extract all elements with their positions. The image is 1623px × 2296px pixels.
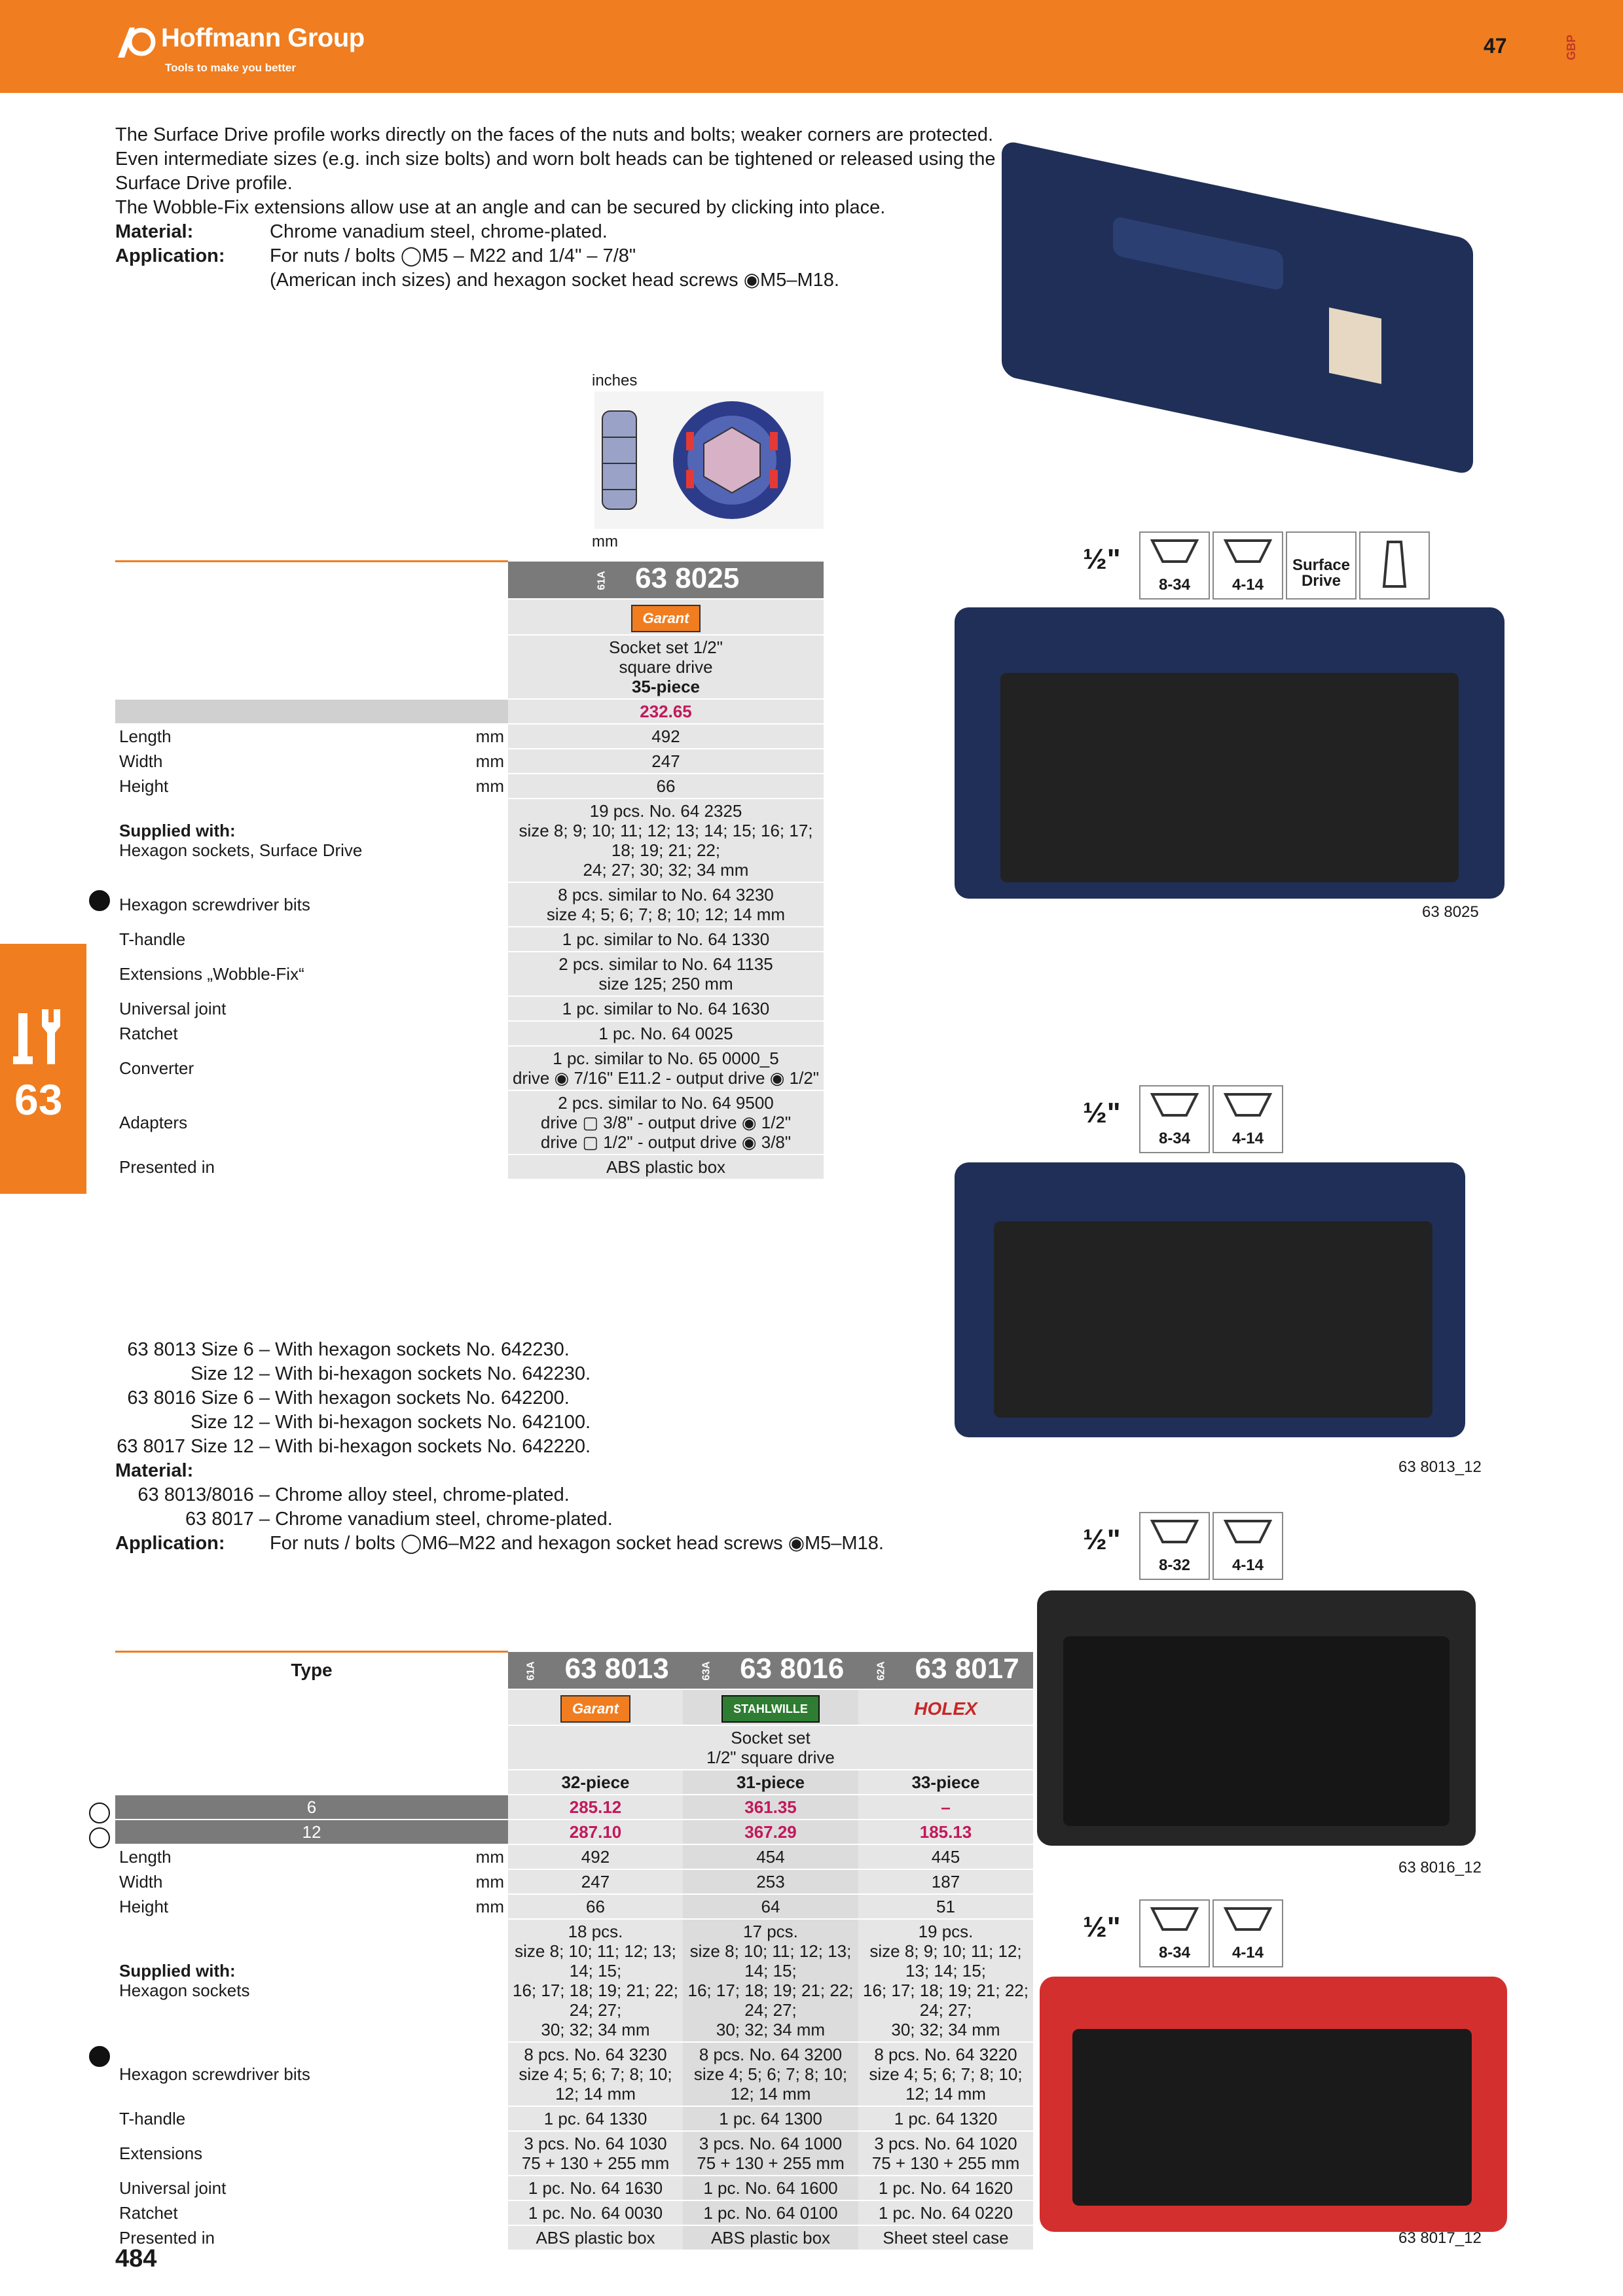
tools-chapter-icon	[13, 1007, 68, 1066]
row-value: 3 pcs. No. 64 1020	[874, 2133, 1017, 2153]
icon-label: 8-34	[1158, 576, 1191, 594]
nut-size-bullet-icon	[89, 1827, 110, 1848]
row-value: 18 pcs.	[568, 1921, 623, 1941]
drive-size: ½"	[1083, 1524, 1121, 1556]
row-label: Adapters	[115, 1090, 508, 1155]
code-tag: 61A	[525, 1661, 537, 1681]
icon-label: 4-14	[1231, 576, 1264, 594]
material-label: Material:	[115, 221, 194, 242]
row-value: 16; 17; 18; 19; 21; 22; 24; 27;	[863, 1980, 1029, 2020]
row-value: 66	[508, 1894, 683, 1919]
price: –	[858, 1795, 1033, 1820]
surface-drive-icon	[1286, 531, 1357, 600]
spec-table-638025	[115, 560, 824, 1180]
row-value: size 8; 9; 10; 11; 12; 13; 14; 15; 16; 17; 18; 19; 21; 22;	[519, 820, 813, 860]
row-value: 24; 27; 30; 32; 34 mm	[583, 859, 749, 880]
row-value: 30; 32; 34 mm	[716, 2019, 826, 2039]
piece-count: 33-piece	[858, 1770, 1033, 1795]
row-value: 8 pcs. No. 64 3230	[524, 2044, 667, 2064]
note-value: Chrome alloy steel, chrome-plated.	[275, 1484, 570, 1505]
row-value: 12; 14 mm	[905, 2083, 986, 2104]
row-value: 1 pc. similar to No. 65 0000_5	[553, 1048, 779, 1068]
spec-table-variants	[115, 1651, 1033, 2251]
row-label: Universal joint	[115, 996, 508, 1021]
icon-label: 8-34	[1158, 1944, 1191, 1962]
socket-profile-icon	[594, 391, 824, 529]
row-value: 75 + 130 + 255 mm	[871, 2153, 1020, 2173]
row-value: size 4; 5; 6; 7; 8; 10; 12; 14 mm	[693, 2064, 848, 2104]
row-value: size 4; 5; 6; 7; 8; 10;	[869, 2064, 1023, 2084]
row-value: 1 pc. No. 64 0220	[858, 2200, 1033, 2225]
product-desc: square drive	[619, 656, 713, 677]
closed-case-image	[1002, 139, 1473, 475]
row-label: Extensions	[115, 2131, 508, 2176]
row-value: size 4; 5; 6; 7; 8; 10; 12; 14 mm	[546, 904, 786, 924]
row-value: 64	[683, 1894, 858, 1919]
row-label: Width	[115, 749, 331, 774]
row-value: size 4; 5; 6; 7; 8; 10; 12; 14 mm	[519, 2064, 672, 2104]
article-number: 63 8025	[635, 562, 740, 595]
note-value: With hexagon sockets No. 642230.	[275, 1339, 570, 1360]
row-value: 187	[858, 1869, 1033, 1894]
row-value: 247	[508, 749, 824, 774]
row-value: 75 + 130 + 255 mm	[697, 2153, 845, 2173]
material-value: Chrome vanadium steel, chrome-plated.	[270, 221, 608, 242]
row-value: size 8; 10; 11; 12; 13; 14; 15;	[515, 1941, 676, 1981]
row-value: 30; 32; 34 mm	[891, 2019, 1000, 2039]
note-value: With hexagon sockets No. 642200.	[275, 1388, 570, 1408]
intro-line: The Wobble-Fix extensions allow use at an angle and can be secured by clicking into place.	[115, 197, 886, 218]
price: 185.13	[858, 1820, 1033, 1844]
note-key: 63 8013/8016 –	[137, 1484, 270, 1505]
size-label: 12	[115, 1820, 508, 1844]
row-value: size 125; 250 mm	[598, 973, 733, 994]
product-desc: Socket set	[731, 1727, 811, 1748]
price: 232.65	[508, 699, 824, 724]
product-desc: 1/2" square drive	[706, 1747, 835, 1767]
row-value: 1 pc. 64 1300	[683, 2106, 858, 2131]
row-label: Height	[115, 774, 331, 798]
set-638016-image	[1037, 1590, 1476, 1846]
row-value: 75 + 130 + 255 mm	[521, 2153, 670, 2173]
row-unit: mm	[331, 774, 508, 798]
application-value: For nuts / bolts ◯M6–M22 and hexagon socket head screws ◉M5–M18.	[270, 1533, 884, 1554]
row-value: 1 pc. No. 64 1620	[858, 2176, 1033, 2200]
article-number-header	[683, 1652, 858, 1689]
row-label: Universal joint	[115, 2176, 508, 2200]
row-value: 1 pc. 64 1330	[508, 2106, 683, 2131]
price: 287.10	[508, 1820, 683, 1844]
row-value: ABS plastic box	[508, 2225, 683, 2250]
page-number: 484	[115, 2245, 157, 2272]
article-number: 63 8017	[915, 1653, 1019, 1685]
icon-label: 4-14	[1231, 1944, 1264, 1962]
hex-profile-icon	[1213, 1085, 1283, 1153]
row-label: Hexagon screwdriver bits	[115, 2042, 508, 2106]
intro-line: Surface Drive profile.	[115, 173, 293, 194]
note-key: 63 8017 Size 12 –	[117, 1436, 270, 1457]
article-number-header	[508, 1652, 683, 1689]
image-caption: 63 8016_12	[1398, 1859, 1482, 1876]
row-value: 19 pcs. No. 64 2325	[589, 800, 742, 821]
note-value: Chrome vanadium steel, chrome-plated.	[275, 1509, 613, 1530]
set-638025-image	[955, 607, 1504, 899]
bi-hex-profile-icon	[1139, 1512, 1210, 1580]
row-value: 16; 17; 18; 19; 21; 22; 24; 27;	[513, 1980, 678, 2020]
set-638017-image	[1040, 1977, 1507, 2232]
piece-count: 35-piece	[631, 676, 701, 696]
row-label: T-handle	[115, 2106, 508, 2131]
price: 367.29	[683, 1820, 858, 1844]
row-value: 66	[508, 774, 824, 798]
row-value: 30; 32; 34 mm	[541, 2019, 650, 2039]
row-unit: mm	[331, 1894, 508, 1919]
chapter-number: 63	[14, 1075, 63, 1124]
hex-socket-bullet-icon	[89, 2046, 110, 2067]
article-number: 63 8013	[564, 1653, 669, 1685]
catalog-page-number: 47	[1484, 34, 1507, 58]
row-value: size 8; 10; 11; 12; 13; 14; 15;	[689, 1941, 852, 1981]
hex-profile-icon	[1213, 1899, 1283, 1967]
row-sublabel: Hexagon sockets, Surface Drive	[119, 840, 363, 860]
application-value: For nuts / bolts ◯M5 – M22 and 1/4" – 7/8"	[270, 245, 636, 266]
row-value: 1 pc. No. 64 0100	[683, 2200, 858, 2225]
diagram-label-mm: mm	[592, 533, 618, 550]
piece-count: 32-piece	[508, 1770, 683, 1795]
row-value: 247	[508, 1869, 683, 1894]
row-value: 1 pc. No. 64 0025	[508, 1021, 824, 1046]
row-label: Length	[115, 724, 331, 749]
note-key: Size 12 –	[191, 1412, 270, 1433]
row-value: 253	[683, 1869, 858, 1894]
diagram-label-inches: inches	[592, 372, 638, 389]
code-tag: 62A	[875, 1661, 887, 1681]
row-value: 1 pc. No. 64 1630	[508, 2176, 683, 2200]
row-label: Hexagon screwdriver bits	[115, 882, 508, 927]
row-sublabel: Hexagon sockets	[119, 1980, 250, 2000]
row-value: drive ◉ 7/16" E11.2 - output drive ◉ 1/2"	[512, 1067, 820, 1088]
application-value: (American inch sizes) and hexagon socket head screws ◉M5–M18.	[270, 270, 839, 291]
application-label: Application:	[115, 1533, 225, 1554]
row-unit: mm	[331, 1869, 508, 1894]
chapter-tab	[0, 944, 86, 1194]
note-value: With bi-hexagon sockets No. 642230.	[275, 1363, 591, 1384]
note-key: 63 8017 –	[185, 1509, 270, 1530]
icon-label: 4-14	[1231, 1556, 1264, 1574]
product-desc: Socket set 1/2"	[609, 637, 723, 657]
price: 361.35	[683, 1795, 858, 1820]
surface-drive-diagram	[589, 372, 825, 548]
row-unit: mm	[331, 1844, 508, 1869]
bi-hex-profile-icon	[1139, 1899, 1210, 1967]
row-value: ABS plastic box	[683, 2225, 858, 2250]
row-value: 17 pcs.	[743, 1921, 798, 1941]
row-value: 1 pc. No. 64 0030	[508, 2200, 683, 2225]
row-value: 3 pcs. No. 64 1000	[699, 2133, 843, 2153]
intro-line: The Surface Drive profile works directly on the faces of the nuts and bolts; weaker corners are protected.	[115, 124, 994, 145]
row-value: 1 pc. similar to No. 64 1630	[508, 996, 824, 1021]
row-label: Ratchet	[115, 1021, 508, 1046]
row-label: T-handle	[115, 927, 508, 952]
intro-text	[115, 123, 1006, 293]
hex-socket-bullet-icon	[89, 890, 110, 911]
article-number: 63 8016	[740, 1653, 845, 1685]
icon-label: 4-14	[1231, 1130, 1264, 1147]
set-638013-image	[955, 1162, 1465, 1437]
row-label: Supplied with:	[119, 820, 236, 840]
icon-label: 8-34	[1158, 1130, 1191, 1147]
row-value: 445	[858, 1844, 1033, 1869]
row-unit: mm	[331, 749, 508, 774]
piece-count: 31-piece	[683, 1770, 858, 1795]
article-number-header	[508, 562, 824, 599]
type-label: Type	[115, 1652, 508, 1689]
row-value: 51	[858, 1894, 1033, 1919]
row-value: drive ▢ 1/2" - output drive ◉ 3/8"	[540, 1132, 792, 1152]
hex-profile-icon	[1213, 1512, 1283, 1580]
row-value: size 8; 9; 10; 11; 12; 13; 14; 15;	[869, 1941, 1022, 1981]
region-code: GBP	[1565, 34, 1578, 60]
note-key: 63 8016 Size 6 –	[127, 1388, 270, 1408]
row-label: Converter	[115, 1046, 508, 1090]
size-label: 6	[115, 1795, 508, 1820]
brand-tagline: Tools to make you better	[165, 62, 296, 74]
drive-size: ½"	[1083, 1911, 1121, 1943]
price: 285.12	[508, 1795, 683, 1820]
row-value: 8 pcs. No. 64 3200	[699, 2044, 843, 2064]
hoffmann-logo-icon	[115, 22, 157, 59]
row-label: Presented in	[115, 2225, 508, 2250]
row-label: Ratchet	[115, 2200, 508, 2225]
row-label: Presented in	[115, 1155, 508, 1179]
row-value: 492	[508, 1844, 683, 1869]
drive-size: ½"	[1083, 1097, 1121, 1129]
hex-profile-icon	[1213, 531, 1283, 600]
note-value: With bi-hexagon sockets No. 642100.	[275, 1412, 591, 1433]
row-label: Width	[115, 1869, 331, 1894]
code-tag: 63A	[701, 1661, 712, 1681]
garant-logo: Garant	[631, 605, 701, 632]
nut-size-bullet-icon	[89, 1803, 110, 1823]
variant-notes	[115, 1338, 966, 1556]
article-number-header	[858, 1652, 1033, 1689]
row-value: 2 pcs. similar to No. 64 9500	[558, 1092, 774, 1113]
holex-logo: HOLEX	[914, 1698, 977, 1719]
brand-name: Hoffmann Group	[161, 24, 365, 52]
intro-line: Even intermediate sizes (e.g. inch size bolts) and worn bolt heads can be tightened or released using the	[115, 149, 996, 170]
row-value: 1 pc. similar to No. 64 1330	[508, 927, 824, 952]
material-label: Material:	[115, 1460, 194, 1481]
wobble-fix-icon	[1359, 531, 1430, 600]
row-value: 8 pcs. similar to No. 64 3230	[558, 884, 774, 905]
row-value: 8 pcs. No. 64 3220	[874, 2044, 1017, 2064]
row-value: 454	[683, 1844, 858, 1869]
row-value: 2 pcs. similar to No. 64 1135	[558, 954, 773, 974]
note-key: Size 12 –	[191, 1363, 270, 1384]
image-caption: 63 8025	[1422, 903, 1479, 921]
row-value: ABS plastic box	[508, 1155, 824, 1179]
drive-size: ½"	[1083, 543, 1121, 575]
row-value: Sheet steel case	[858, 2225, 1033, 2250]
application-label: Application:	[115, 245, 225, 266]
bi-hex-profile-icon	[1139, 1085, 1210, 1153]
garant-logo: Garant	[560, 1695, 630, 1723]
row-value: 492	[508, 724, 824, 749]
row-value: 1 pc. 64 1320	[858, 2106, 1033, 2131]
row-label: Height	[115, 1894, 331, 1919]
row-label: Supplied with:	[119, 1960, 236, 1981]
row-value: drive ▢ 3/8" - output drive ◉ 1/2"	[540, 1112, 792, 1132]
note-value: With bi-hexagon sockets No. 642220.	[275, 1436, 591, 1457]
code-tag: 61A	[596, 571, 608, 590]
image-caption: 63 8017_12	[1398, 2229, 1482, 2247]
bi-hex-profile-icon	[1139, 531, 1210, 600]
row-value: 1 pc. No. 64 1600	[683, 2176, 858, 2200]
row-value: 3 pcs. No. 64 1030	[524, 2133, 667, 2153]
row-label: Length	[115, 1844, 331, 1869]
row-unit: mm	[331, 724, 508, 749]
stahlwille-logo: STAHLWILLE	[721, 1695, 820, 1723]
icon-label: 8-32	[1158, 1556, 1191, 1574]
note-key: 63 8013 Size 6 –	[127, 1339, 270, 1360]
page-header	[0, 0, 1623, 93]
icon-label: Surface Drive	[1292, 556, 1351, 590]
row-value: 16; 17; 18; 19; 21; 22; 24; 27;	[687, 1980, 854, 2020]
image-caption: 63 8013_12	[1398, 1458, 1482, 1476]
row-label: Extensions „Wobble-Fix“	[115, 952, 508, 996]
row-value: 19 pcs.	[918, 1921, 974, 1941]
